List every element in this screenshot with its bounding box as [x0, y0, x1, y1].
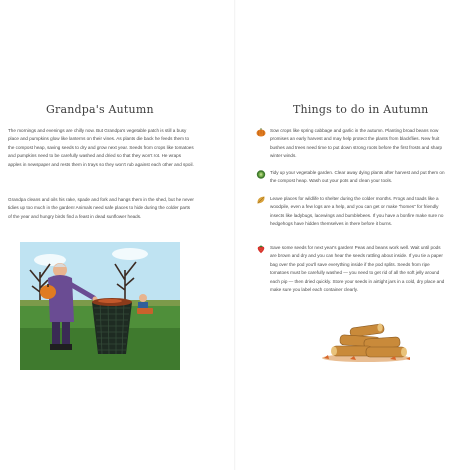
tip-text: Leave places for wildlife to shelter during the colder months. Frogs and toads like a woodpile, even a few logs are a help, and you can get or make "homes" for friendly insects like ladybugs, lacewings and bumblebees. If you have a bonfire make sure no hedgehogs have hidden themselves in there before it burns. [270, 196, 444, 227]
right-page-title: Things to do in Autumn [293, 103, 429, 116]
strawberry-icon [256, 244, 266, 254]
grandpa-garden-illustration [20, 242, 180, 370]
log-pile-illustration [320, 312, 412, 362]
tip-text: Tidy up your vegetable garden. Clear away dying plants after harvest and put them on the compost heap. Wash out your pots and clean your tools. [270, 170, 445, 184]
left-paragraph-2: Grandpa cleans and oils his rake, spade and fork and hangs them in the shed, but he never tidies up too much in the garden! Animals need safe places to hide during the colder parts of the year and hungry birds find a feast in dead sunflower heads. [8, 197, 194, 219]
pumpkin-icon [256, 127, 266, 137]
tip-text: Sow crops like spring cabbage and garlic in the autumn. Planting broad beans now promises an early harvest and may help protect the plants from blackflies. New fruit bushes and trees need time to put down strong roots before the first frosts and sharp winter winds. [270, 128, 443, 159]
right-page [235, 0, 470, 470]
left-paragraph-1: The mornings and evenings are chilly now. But Grandpa's vegetable patch is still a busy place and pumpkins glow like lanterns on their vines. As plants die back he feeds them to the compost heap, saving seeds to dry and grow next year. Seeds from crops like tomatoes and pumpkins need to be carefully washed and dried so that they won't rot. He wraps apples in newspaper and rests them in trays so they won't rub against each other and spoil. [8, 128, 194, 167]
cabbage-icon [256, 169, 266, 179]
left-page-title: Grandpa's Autumn [46, 103, 154, 116]
tip-text: Save some seeds for next year's garden! Peas and beans work well. Wait until pods are brown and dry and you can hear the seeds rattling about inside. If you tie a paper bag over the pod you'll save everything inside if the pod splits. Seeds from ripe tomatoes must be carefully washed — you need to get rid of all the soft jelly around each pip — then dried quickly. Store your seeds in airtight jars in a cold, dry place and make sure you label each container clearly. [270, 245, 445, 293]
leaf-icon [256, 195, 266, 205]
